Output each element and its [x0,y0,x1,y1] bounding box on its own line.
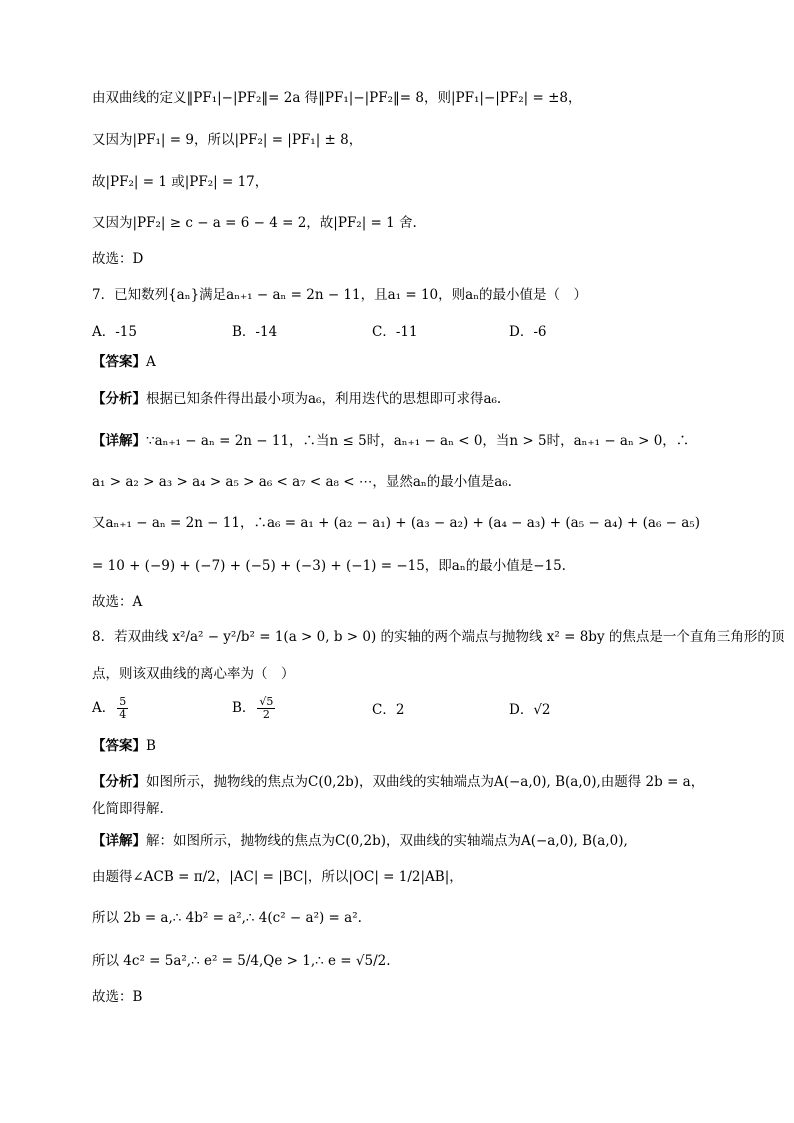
q8-option-a [92,696,130,721]
q7-analysis [92,389,501,409]
answer-tag: 【答案】 [92,354,146,370]
q7-detail-text: ∵aₙ₊₁ − aₙ = 2n − 11，∴当n ≤ 5时，aₙ₊₁ − aₙ < 0，当n > 5时，aₙ₊₁ − aₙ > 0，∴ [146,433,690,449]
question-8: 8．若双曲线 x²/a² − y²/b² = 1(a > 0, b > 0) 的实轴的两个端点与抛物线 x² = 8by 的焦点是一个直角三角形的顶 [92,629,785,645]
q8-option-b [232,696,277,721]
question-8-cont: 点，则该双曲线的离心率为（ ） [92,666,295,682]
q7-detail [92,431,689,451]
q8-detail-line-2: 由题得∠ACB = π/2，|AC| = |BC|，所以|OC| = 1/2|AB|， [92,869,463,885]
text-line-1: 由双曲线的定义‖PF₁|−|PF₂‖= 2a 得‖PF₁|−|PF₂‖= 8，则|PF₁|−|PF₂| = ±8， [92,90,582,106]
detail-tag: 【详解】 [92,433,146,449]
q7-detail-line-3: 又aₙ₊₁ − aₙ = 2n − 11，∴a₆ = a₁ + (a₂ − a₁) + (a₃ − a₂) + (a₄ − a₃) + (a₅ − a₄) + (a₆ − a₅) [92,515,700,531]
fraction-numerator: 5 [119,695,127,708]
fraction-denominator: 2 [262,708,270,721]
q8-analysis-text: 如图所示，抛物线的焦点为C(0,2b)，双曲线的实轴端点为A(−a,0), B(a,0),由题得 2b = a， [146,774,705,790]
q8-analysis [92,772,704,792]
q7-detail-line-4: = 10 + (−9) + (−7) + (−5) + (−3) + (−1) = −15，即aₙ的最小值是−15. [92,558,566,574]
q8-detail [92,831,628,851]
q8-option-b-label: B． [232,700,256,716]
q8-choice: 故选：B [92,989,143,1005]
q7-option-b: B．-14 [232,324,278,340]
detail-tag: 【详解】 [92,833,146,849]
q8-option-a-label: A． [92,700,116,716]
analysis-tag: 【分析】 [92,391,146,407]
q7-detail-line-2: a₁ > a₂ > a₃ > a₄ > a₅ > a₆ < a₇ < a₈ < ⋯，显然aₙ的最小值是a₆. [92,474,512,490]
q8-detail-text: 解：如图所示，抛物线的焦点为C(0,2b)，双曲线的实轴端点为A(−a,0), B(a,0), [146,833,628,849]
q7-option-a: A．-15 [92,324,137,340]
q8-answer-value: B [146,738,156,754]
q8-analysis-cont: 化简即得解. [92,801,164,817]
q8-option-a-fraction [117,696,128,721]
text-line-3: 故|PF₂| = 1 或|PF₂| = 17， [92,174,269,190]
q7-option-d: D．-6 [509,324,547,340]
q8-option-b-fraction [257,696,275,721]
q8-detail-line-3: 所以 2b = a,∴ 4b² = a²,∴ 4(c² − a²) = a². [92,910,362,926]
text-line-4: 又因为|PF₂| ≥ c − a = 6 − 4 = 2，故|PF₂| = 1 舍. [92,215,417,231]
fraction-numerator: √5 [259,695,274,708]
fraction-denominator: 4 [119,708,127,721]
q7-analysis-text: 根据已知条件得出最小项为a₆，利用迭代的思想即可求得a₆. [146,391,502,407]
q7-answer [92,352,156,372]
text-line-2: 又因为|PF₁| = 9，所以|PF₂| = |PF₁| ± 8， [92,132,363,148]
q8-option-d: D．√2 [509,702,551,718]
analysis-tag: 【分析】 [92,774,146,790]
q7-choice: 故选：A [92,594,143,610]
q7-option-c: C．-11 [372,324,418,340]
answer-choice-prev: 故选：D [92,251,144,267]
q8-answer [92,736,156,756]
q8-detail-line-4: 所以 4c² = 5a²,∴ e² = 5/4,Qe > 1,∴ e = √5/2. [92,953,391,969]
answer-tag: 【答案】 [92,738,146,754]
q8-option-c: C．2 [372,702,405,718]
q7-answer-value: A [146,354,156,370]
question-7: 7．已知数列{aₙ}满足aₙ₊₁ − aₙ = 2n − 11，且a₁ = 10，则aₙ的最小值是（ ） [92,287,588,303]
